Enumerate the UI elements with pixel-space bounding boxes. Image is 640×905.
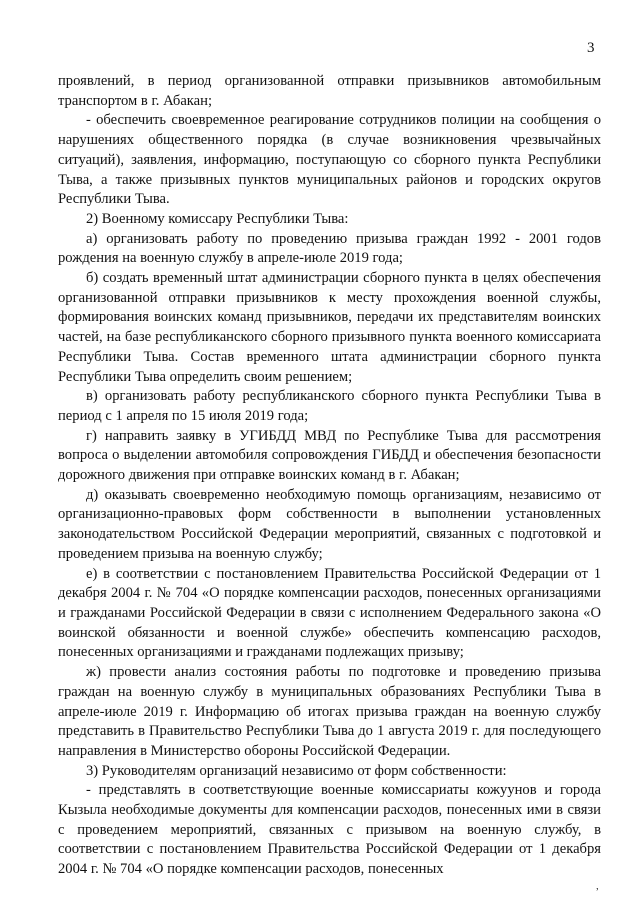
paragraph: б) создать временный штат администрации сборного пункта в целях обеспечения организованной отправки призывников к месту прохождения военной службы, формирования воинских команд призывников, передачи их представителям воинских частей, на базе республиканского сборного призывного пункта военного комиссариата Республики Тыва. Состав временного штата администрации сборного пункта Республики Тыва определить своим решением; [58, 270, 601, 385]
page-number: 3 [587, 40, 595, 56]
paragraph: ж) провести анализ состояния работы по подготовке и проведению призыва граждан на военную службу в муниципальных образованиях Республики Тыва в апреле-июле 2019 г. Информацию об итогах призыва граждан на военную службу представить в Правительство Республики Тыва до 1 августа 2019 г. для последующего направления в Министерство обороны Российской Федерации. [58, 664, 601, 759]
paragraph: д) оказывать своевременно необходимую помощь организациям, независимо от организационно-правовых форм собственности в выполнении установленных законодательством Российской Федерации мероприятий, связанных с подготовкой и проведением призыва на военную службу; [58, 486, 601, 562]
paragraph: а) организовать работу по проведению призыва граждан 1992 - 2001 годов рождения на военную службу в апреле-июле 2019 года; [58, 230, 601, 267]
paragraph: е) в соответствии с постановлением Правительства Российской Федерации от 1 декабря 2004 г. № 704 «О порядке компенсации расходов, понесенных организациями и гражданами Российской Федерации в связи с исполнением Федерального закона «О воинской обязанности и военной службе» обеспечить компенсацию расходов, понесенных организациями и гражданами подлежащих призыву; [58, 565, 601, 661]
paragraph: г) направить заявку в УГИБДД МВД по Республике Тыва для рассмотрения вопроса о выделении автомобиля сопровождения ГИБДД и обеспечения безопасности дорожного движения при отправке воинских команд в г. Абакан; [58, 427, 601, 484]
paragraph: проявлений, в период организованной отправки призывников автомобильным транспортом в г. Абакан; [58, 73, 601, 109]
paragraph: 2) Военному комиссару Республики Тыва: [86, 210, 349, 227]
paragraph: 3) Руководителям организаций независимо от форм собственности: [86, 762, 507, 779]
scan-mark: , [596, 880, 599, 892]
paragraph: в) организовать работу республиканского сборного пункта Республики Тыва в период с 1 апреля по 15 июля 2019 года; [58, 388, 601, 424]
document-body [58, 72, 601, 880]
paragraph: - представлять в соответствующие военные комиссариаты кожуунов и города Кызыла необходимые документы для компенсации расходов, понесенных ими в связи с проведением мероприятий, связанных с призывом на военную службу, в соответствии с постановлением Правительства Российской Федерации от 1 декабря 2004 г. № 704 «О порядке компенсации расходов, понесенных [58, 782, 601, 878]
paragraph: - обеспечить своевременное реагирование сотрудников полиции на сообщения о нарушениях общественного порядка (в случае возникновения чрезвычайных ситуаций), заявления, информацию, поступающую со сборного пункта Республики Тыва, а также призывных пунктов муниципальных районов и городских округов Республики Тыва. [58, 112, 601, 208]
